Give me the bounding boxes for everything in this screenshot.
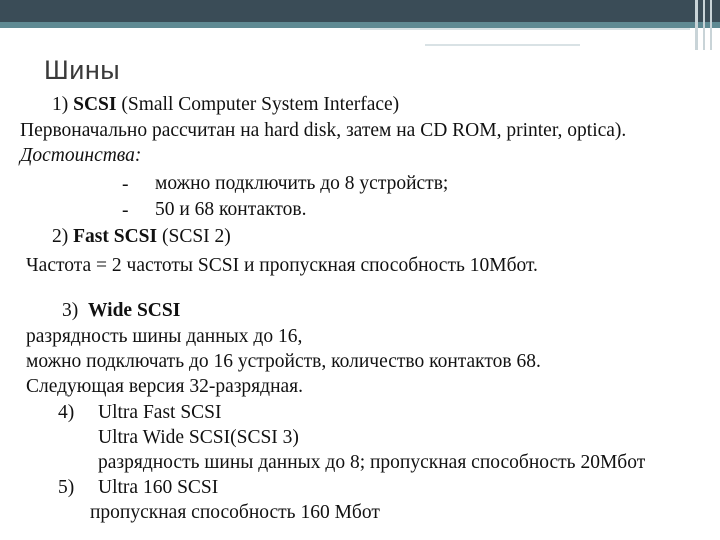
header-bar (0, 0, 720, 22)
item-number: 3) (62, 300, 79, 321)
item-wide-scsi-heading (62, 301, 180, 321)
item-ultra-desc: разрядность шины данных до 8; пропускная способность 20Мбот (98, 452, 646, 473)
item-wide-scsi-desc: можно подключать до 16 устройств, количество контактов 68. (26, 351, 541, 372)
item-number: 1) (52, 94, 69, 115)
item-scsi-heading (52, 95, 399, 115)
item-wide-scsi-desc: Следующая версия 32-разрядная. (26, 376, 303, 397)
bullet-mark: - (122, 174, 129, 195)
item-name-rest: (SCSI 2) (157, 226, 231, 247)
slide-title: Шины (44, 55, 121, 85)
item-name: Ultra 160 SCSI (98, 477, 219, 498)
header-light-line-short (425, 44, 580, 46)
advantage-item: 50 и 68 контактов. (155, 199, 307, 220)
item-fast-scsi-desc: Частота = 2 частоты SCSI и пропускная способность 10Мбот. (26, 255, 538, 276)
item-name: Fast SCSI (73, 226, 158, 247)
item-name: Wide SCSI (88, 300, 181, 321)
item-name: SCSI (73, 94, 117, 115)
item-name: Ultra Fast SCSI (98, 402, 222, 423)
item-name-rest: (Small Computer System Interface) (116, 94, 400, 115)
header-light-line (360, 28, 690, 30)
item-fast-scsi-heading (52, 227, 231, 247)
item-wide-scsi-desc: разрядность шины данных до 16, (26, 326, 303, 347)
header-rail (695, 0, 698, 50)
item-number: 5) (58, 477, 75, 498)
item-ultra160-desc: пропускная способность 160 Мбот (90, 502, 380, 523)
item-scsi-desc: Первоначально рассчитан на hard disk, затем на CD ROM, printer, optica). (20, 120, 627, 141)
advantages-label: Достоинства: (20, 145, 142, 166)
bullet-mark: - (122, 200, 129, 221)
advantage-item: можно подключить до 8 устройств; (155, 173, 449, 194)
item-number: 4) (58, 402, 75, 423)
header-rail (710, 0, 712, 50)
header-rail (703, 0, 705, 50)
item-number: 2) (52, 226, 69, 247)
item-name: Ultra Wide SCSI(SCSI 3) (98, 427, 299, 448)
